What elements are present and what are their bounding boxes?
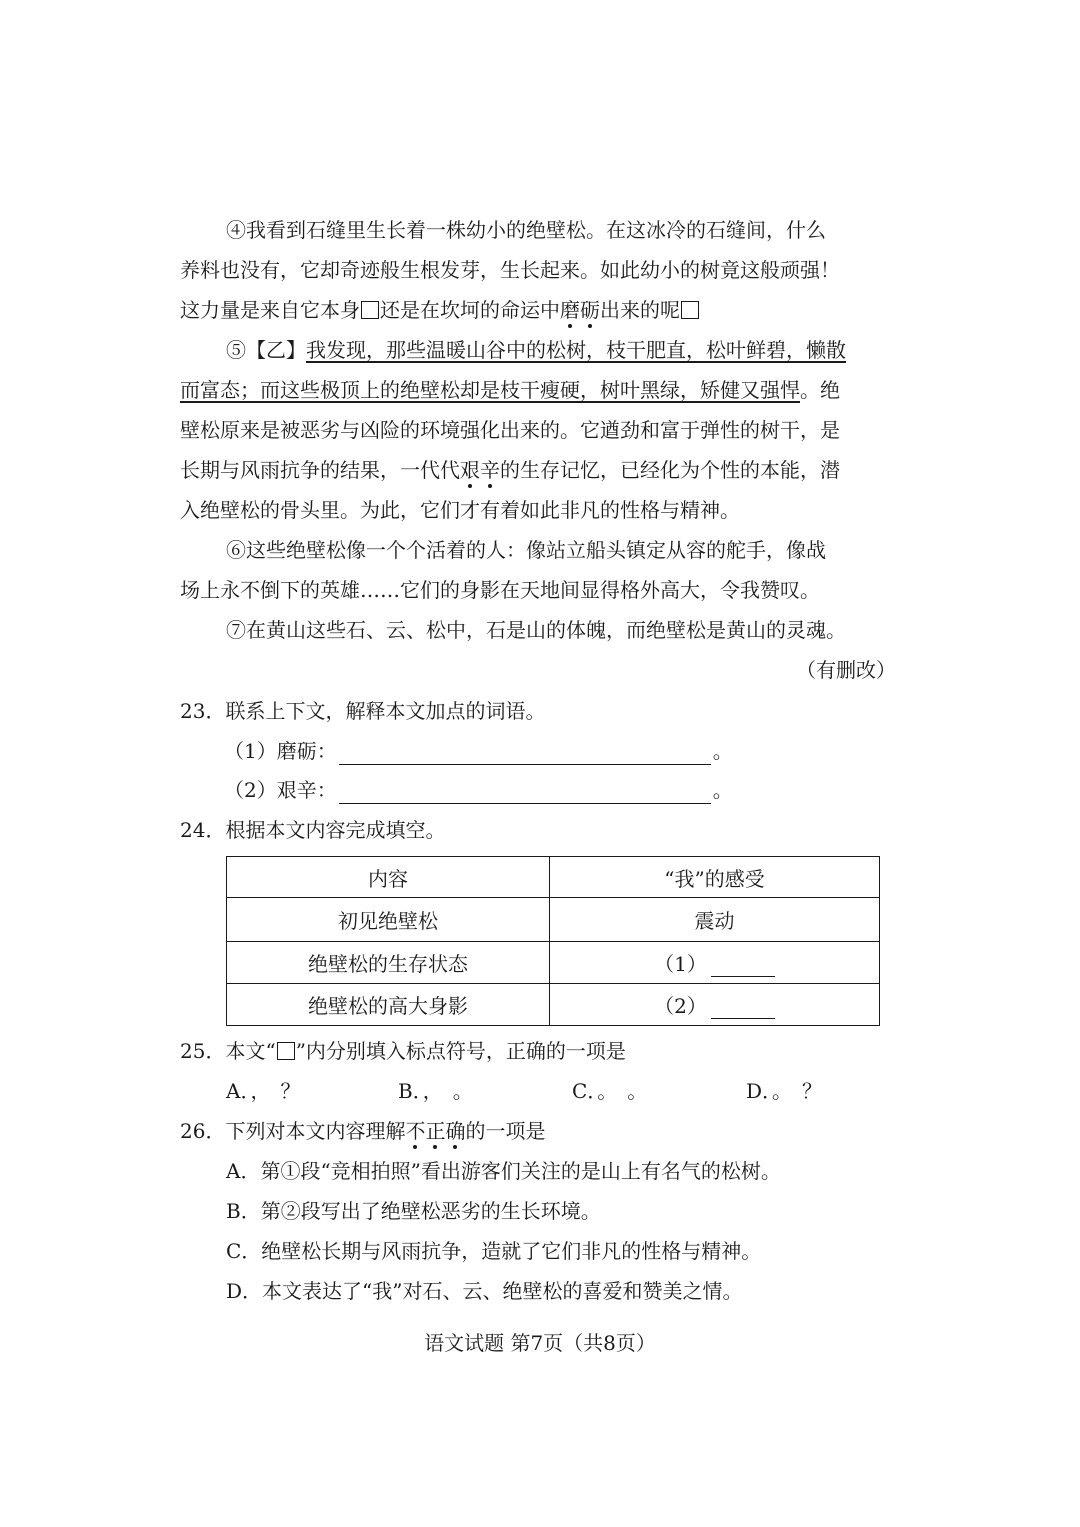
- q26-option-c[interactable]: C．绝壁松长期与风雨抗争，造就了它们非凡的性格与精神。: [226, 1239, 762, 1263]
- q23-item1-end: 。: [712, 739, 733, 763]
- dotted-char-zheng: 正: [425, 1119, 446, 1143]
- p4-line2: 养料也没有，它却奇迹般生根发芽，生长起来。如此幼小的树竟这般顽强！: [180, 258, 840, 282]
- table-cell: 绝壁松的高大身影: [227, 984, 550, 1026]
- table-row: [227, 898, 880, 942]
- q26-option-b[interactable]: B．第②段写出了绝壁松恶劣的生长环境。: [226, 1199, 601, 1223]
- p4-line3: [180, 296, 700, 324]
- abridged-note: （有删改）: [796, 658, 896, 682]
- q23-item1-label: （1）磨砺：: [224, 739, 337, 763]
- q23-item1: [224, 737, 733, 765]
- answer-label-2: （2）: [654, 994, 707, 1018]
- dotted-char-bu: 不: [405, 1119, 426, 1143]
- p5-line1-underlined: 我发现，那些温暖山谷中的松树，枝干肥直，松叶鲜碧，懒散: [306, 338, 846, 362]
- p5-line2-underlined: 而富态；而这些极顶上的绝壁松却是枝干瘦硬，树叶黑绿，矫健又强悍: [180, 378, 800, 402]
- blank-box-2: [681, 301, 699, 319]
- p5-line4: [180, 456, 840, 484]
- p4-line1: ④我看到石缝里生长着一株幼小的绝壁松。在这冰冷的石缝间，什么: [226, 218, 826, 242]
- p4-line3-a: 这力量是来自它本身: [180, 298, 360, 322]
- table-header-row: [227, 857, 880, 898]
- p4-line3-b: 还是在坎坷的命运中: [380, 298, 560, 322]
- p4-line3-c: 出来的呢: [600, 298, 680, 322]
- dotted-char-jian: 艰: [460, 458, 480, 482]
- p7-line1: ⑦在黄山这些石、云、松中，石是山的体魄，而绝壁松是黄山的灵魂。: [226, 618, 846, 642]
- table-cell-answer-2: [550, 984, 880, 1026]
- table-header-feeling: “我”的感受: [550, 857, 880, 898]
- q26-option-a[interactable]: A．第①段“竞相拍照”看出游客们关注的是山上有名气的松树。: [226, 1159, 781, 1183]
- q23-answer-line-1[interactable]: [339, 742, 711, 765]
- dotted-char-mo: 磨: [560, 298, 580, 322]
- answer-label-1: （1）: [654, 952, 707, 976]
- q25-stem-b: ”内分别填入标点符号，正确的一项是: [295, 1039, 626, 1063]
- table-header-content: 内容: [227, 857, 550, 898]
- q25-stem-a: 25．本文“: [180, 1039, 276, 1063]
- p5-line2-tail: 。绝: [800, 378, 840, 402]
- q25-box: [277, 1042, 295, 1060]
- p5-line1: [226, 336, 846, 364]
- q23-item2-label: （2）艰辛：: [224, 778, 337, 802]
- table-cell: 绝壁松的生存状态: [227, 942, 550, 984]
- q25-option-d[interactable]: D．。 ？: [746, 1079, 823, 1103]
- q24-answer-line-1[interactable]: [711, 956, 775, 977]
- q23-stem: 23．联系上下文，解释本文加点的词语。: [180, 699, 546, 723]
- q25-option-b[interactable]: B．， 。: [398, 1079, 473, 1103]
- table-cell: 震动: [550, 898, 880, 942]
- q24-answer-line-2[interactable]: [711, 998, 775, 1019]
- table-cell-answer-1: [550, 942, 880, 984]
- p5-marker: ⑤【乙】: [226, 338, 306, 362]
- q25-option-c[interactable]: C．。 。: [572, 1079, 648, 1103]
- q25-option-a[interactable]: A．， ？: [226, 1079, 301, 1103]
- p5-line4-b: 的生存记忆，已经化为个性的本能，潜: [500, 458, 840, 482]
- q23-item2-end: 。: [712, 778, 733, 802]
- q23-item2: [224, 776, 733, 804]
- q25-stem: [180, 1037, 626, 1065]
- q26-stem: [180, 1117, 545, 1145]
- q24-table: [226, 856, 880, 1026]
- dotted-char-li: 砺: [580, 298, 600, 322]
- q23-answer-line-2[interactable]: [339, 781, 711, 804]
- p6-line1: ⑥这些绝壁松像一个个活着的人：像站立船头镇定从容的舵手，像战: [226, 538, 826, 562]
- table-row: [227, 984, 880, 1026]
- blank-box-1: [361, 301, 379, 319]
- q24-stem: 24．根据本文内容完成填空。: [180, 818, 446, 842]
- q26-stem-a: 26．下列对本文内容理解: [180, 1119, 406, 1143]
- table-row: [227, 942, 880, 984]
- p5-line4-a: 长期与风雨抗争的结果，一代代: [180, 458, 460, 482]
- p5-line5: 入绝壁松的骨头里。为此，它们才有着如此非凡的性格与精神。: [180, 498, 740, 522]
- q26-option-d[interactable]: D．本文表达了“我”对石、云、绝壁松的喜爱和赞美之情。: [226, 1279, 743, 1303]
- p5-line2: [180, 376, 840, 404]
- dotted-char-xin: 辛: [480, 458, 500, 482]
- dotted-char-que: 确: [445, 1119, 466, 1143]
- q26-stem-b: 的一项是: [465, 1119, 546, 1143]
- table-cell: 初见绝壁松: [227, 898, 550, 942]
- page-footer: 语文试题 第7页（共8页）: [424, 1331, 656, 1355]
- p6-line2: 场上永不倒下的英雄……它们的身影在天地间显得格外高大，令我赞叹。: [180, 578, 820, 602]
- p5-line3: 壁松原来是被恶劣与凶险的环境强化出来的。它遒劲和富于弹性的树干，是: [180, 418, 840, 442]
